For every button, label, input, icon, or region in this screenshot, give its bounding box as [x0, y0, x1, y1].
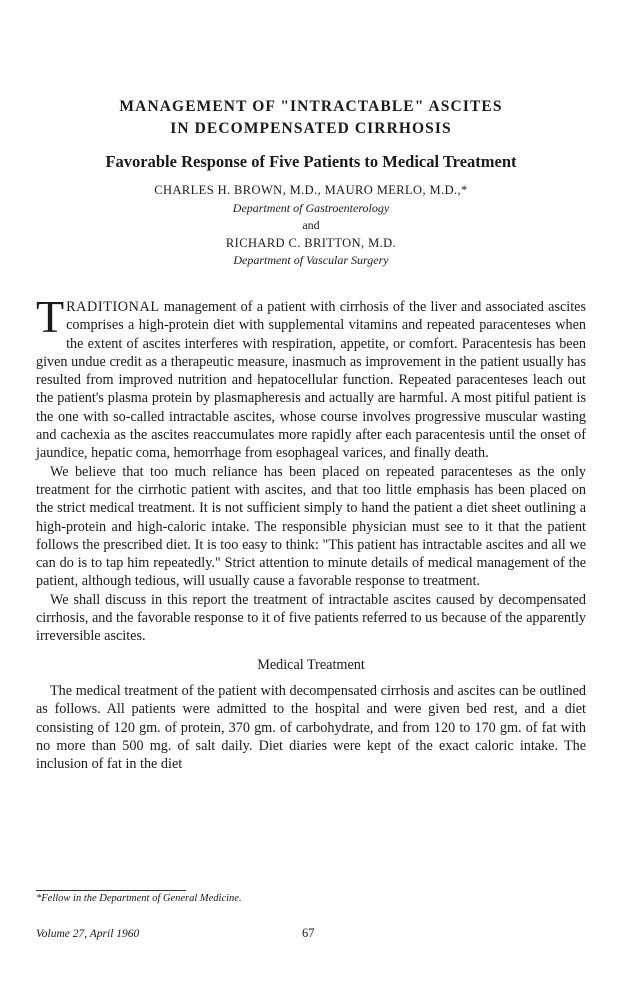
- drop-cap: T: [36, 291, 65, 342]
- paragraph-1-lead: RADITIONAL: [66, 299, 160, 315]
- paragraph-4: The medical treatment of the patient with decompensated cirrhosis and ascites can be outlined as follows. All patients were admitted to the hospital and were given bed rest, and a diet consisting of 120 gm. of protein, 370 gm. of carbohydrate, and from 120 to 170 gm. of fat with no more than 500 mg. of salt daily. Diet diaries were kept of the exact caloric intake. The inclusion of fat in the diet: [36, 682, 586, 773]
- page-number: 67: [302, 926, 315, 940]
- author-conjunction: and: [302, 218, 320, 232]
- section-heading: Medical Treatment: [257, 656, 365, 673]
- paragraph-2: We believe that too much reliance has been placed on repeated paracenteses as the only treatment for the cirrhotic patient with ascites, and that too little emphasis has been placed on the strict medical treatment. It is not sufficient simply to hand the patient a diet sheet outlining a high-protein and high-caloric intake. The responsible physician must see to it that the patient follows the prescribed diet. It is too easy to think: "This patient has intractable ascites and all we can do is to tap him repeatedly." Strict attention to minute details of medical management of the patient, although tedious, will usually cause a favorable response to treatment.: [36, 463, 586, 590]
- footer-volume: Volume 27, April 1960: [36, 928, 140, 940]
- footnote: *Fellow in the Department of General Medicine.: [36, 893, 242, 904]
- paragraph-1: [36, 291, 586, 463]
- article-body: [36, 291, 586, 773]
- author-group-1: CHARLES H. BROWN, M.D., MAURO MERLO, M.D.,*: [154, 183, 468, 197]
- journal-page: [36, 0, 586, 1004]
- paragraph-1-text: management of a patient with cirrhosis of the liver and associated ascites comprises a high-protein diet with supplemental vitamins and repeated paracenteses when the extent of ascites interferes with respiration, appetite, or comfort. Paracentesis has been given undue credit as a therapeutic measure, inasmuch as improvement in the patient usually has resulted from improved nutrition and hepatocellular function. Repeated paracenteses leach out the patient's plasma protein by plasmapheresis and actually are harmful. A most pitiful patient is the one with so-called intractable ascites, whose course involves progressive muscular wasting and cachexia as the ascites reaccumulates more rapidly after each paracentesis until the onset of jaundice, hepatic coma, hemorrhage from esophageal varices, and finally death.: [36, 299, 586, 462]
- paragraph-3: We shall discuss in this report the treatment of intractable ascites caused by decompensated cirrhosis, and the favorable response to it of five patients referred to us because of the apparently irreversible ascites.: [36, 591, 586, 645]
- title-line-2: IN DECOMPENSATED CIRRHOSIS: [170, 120, 452, 137]
- author-block: [36, 182, 586, 270]
- author-group-2: RICHARD C. BRITTON, M.D.: [225, 235, 397, 250]
- article-subtitle: Favorable Response of Five Patients to Medical Treatment: [105, 152, 517, 171]
- article-title: [36, 96, 586, 140]
- title-line-1: MANAGEMENT OF "INTRACTABLE" ASCITES: [119, 98, 503, 115]
- footnote-divider: [36, 890, 186, 891]
- department-1: Department of Gastroenterology: [232, 200, 390, 215]
- department-2: Department of Vascular Surgery: [233, 253, 389, 267]
